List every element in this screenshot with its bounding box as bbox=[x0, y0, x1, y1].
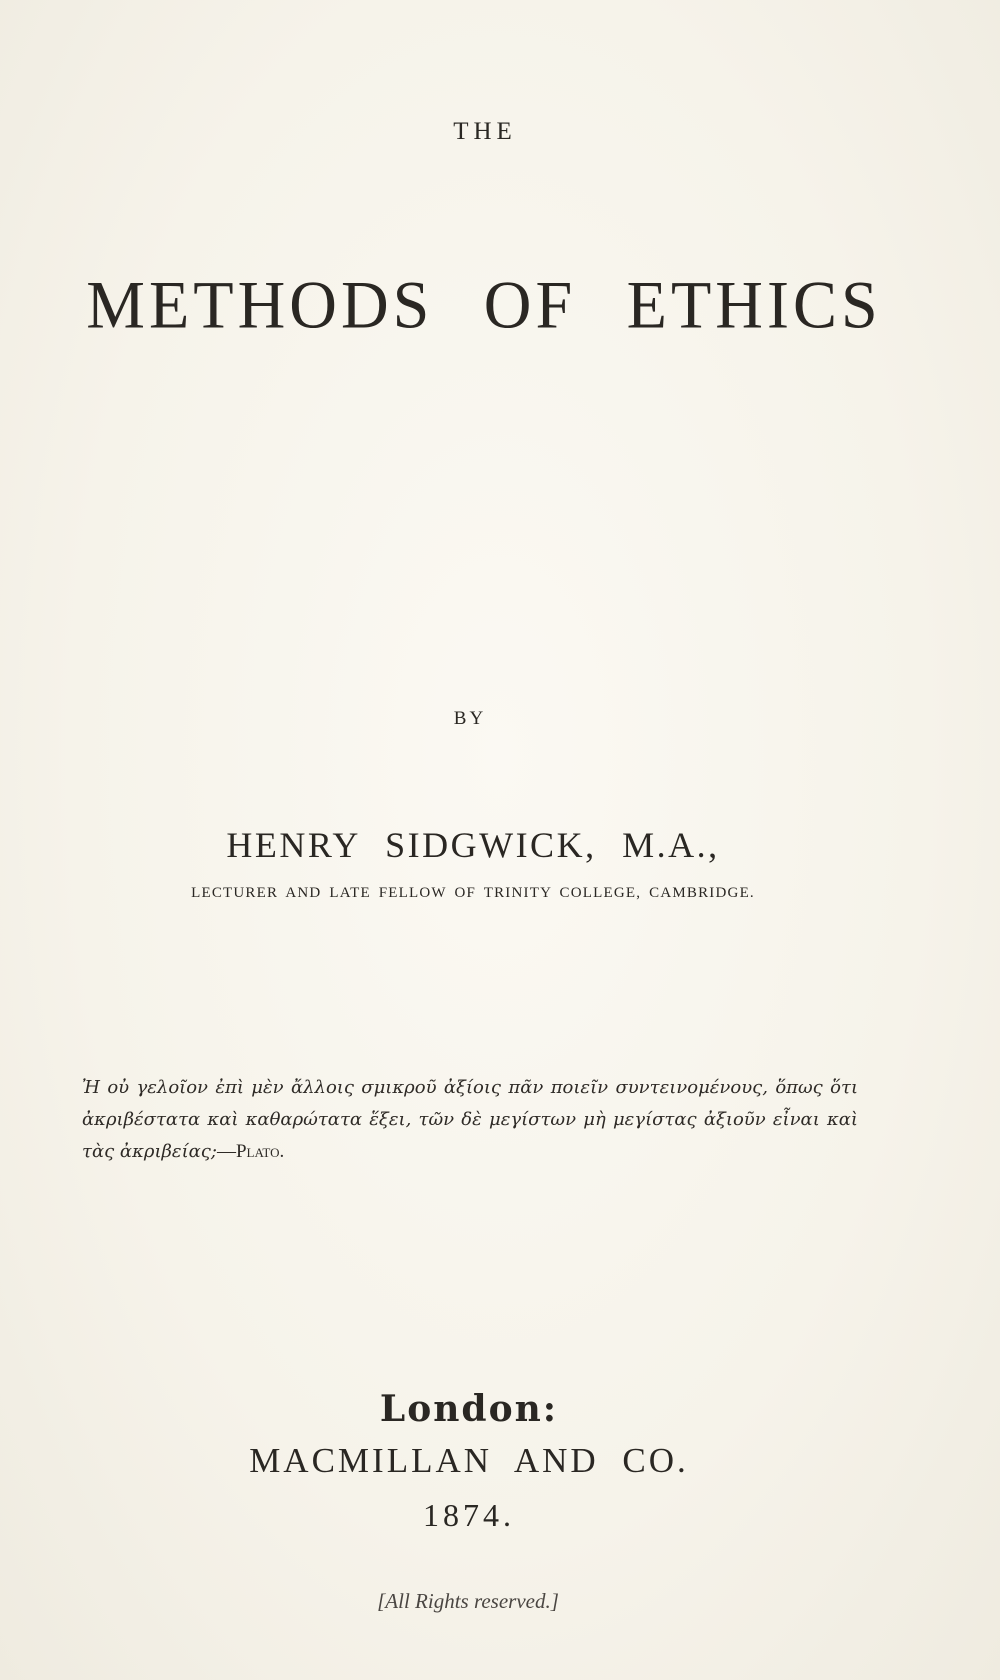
book-title: METHODS OF ETHICS bbox=[86, 268, 882, 343]
imprint-city: London: bbox=[379, 1388, 559, 1430]
greek-epigraph bbox=[82, 1072, 858, 1168]
by-line: BY bbox=[453, 708, 487, 729]
author-affiliation: LECTURER AND LATE FELLOW OF TRINITY COLLEGE, CAMBRIDGE. bbox=[191, 885, 755, 901]
imprint-year: 1874. bbox=[423, 1497, 515, 1533]
rights-notice: [All Rights reserved.] bbox=[377, 1589, 559, 1613]
author-name: HENRY SIDGWICK, M.A., bbox=[226, 825, 720, 865]
epigraph-text: Ἠ οὐ γελοῖον ἐπὶ μὲν ἄλλοις σμικροῦ ἀξίοις πᾶν ποιεῖν συντεινομένους, ὅπως ὅτι ἀκριβέστατα καὶ καθαρώτατα ἕξει, τῶν δὲ μεγίστων μὴ μεγίστας ἀξιοῦν εἶναι καὶ τὰς ἀκριβείας; bbox=[82, 1077, 858, 1162]
title-article: THE bbox=[453, 118, 517, 145]
imprint-publisher: MACMILLAN AND CO. bbox=[249, 1441, 689, 1480]
epigraph-attribution: —Plato. bbox=[216, 1141, 285, 1162]
